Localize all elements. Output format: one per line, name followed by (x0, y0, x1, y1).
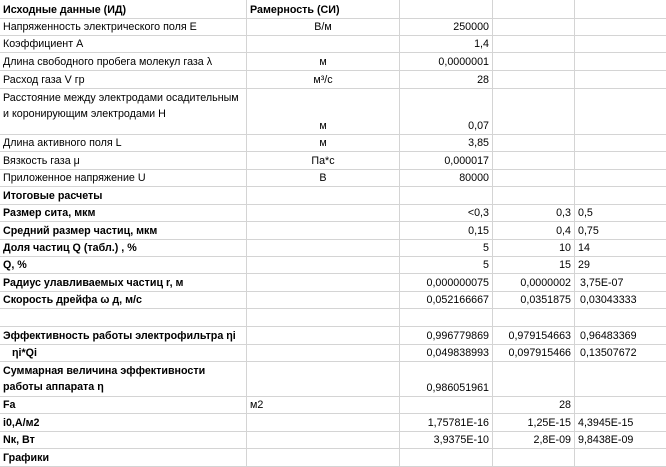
result-value-cell[interactable]: 5 (400, 240, 493, 258)
input-name-cell[interactable]: Длина свободного пробега молекул газа λ (0, 53, 247, 71)
result-value-cell[interactable]: 0,052166667 (400, 292, 493, 310)
empty-cell[interactable] (247, 257, 400, 274)
empty-cell[interactable] (247, 362, 400, 397)
fa-unit-cell[interactable]: м2 (247, 397, 400, 414)
input-row (0, 170, 666, 188)
input-value-cell[interactable]: 0,07 (400, 89, 493, 136)
input-name-cell[interactable]: Расстояние между электродами осадительным и коронирующим электродами Н (0, 89, 247, 136)
efficiency-row (0, 345, 666, 362)
empty-cell[interactable] (575, 362, 666, 397)
empty-cell[interactable] (247, 274, 400, 292)
input-unit-cell[interactable]: м (247, 89, 400, 136)
efficiency-value-cell[interactable]: 0,097915466 (493, 345, 575, 362)
result-value-cell[interactable]: 0,5 (575, 205, 666, 222)
fa-name-cell[interactable]: Fa (0, 397, 247, 414)
result-name-cell[interactable]: Доля частиц Q (табл.) , % (0, 240, 247, 258)
input-name-cell[interactable]: Напряженность электрического поля Е (0, 19, 247, 37)
empty-cell[interactable] (247, 292, 400, 310)
empty-cell[interactable] (247, 345, 400, 362)
result-value-cell[interactable]: 3,75E-07 (575, 274, 666, 292)
result-value-cell[interactable]: <0,3 (400, 205, 493, 222)
empty-cell[interactable] (575, 0, 666, 19)
result-name-cell[interactable]: Скорость дрейфа ω д, м/с (0, 292, 247, 310)
result-value-cell[interactable]: 0,0000002 (493, 274, 575, 292)
input-row (0, 71, 666, 89)
empty-cell[interactable] (575, 53, 666, 71)
input-row (0, 135, 666, 152)
empty-cell[interactable] (493, 362, 575, 397)
result-row (0, 257, 666, 274)
input-value-cell[interactable]: 0,0000001 (400, 53, 493, 71)
input-value-cell[interactable]: 1,4 (400, 36, 493, 53)
input-value-cell[interactable]: 3,85 (400, 135, 493, 152)
charts-title-row (0, 449, 666, 467)
i0-row (0, 414, 666, 432)
nk-value-cell[interactable]: 3,9375E-10 (400, 432, 493, 450)
i0-value-cell[interactable]: 1,25E-15 (493, 414, 575, 432)
empty-cell[interactable] (575, 309, 666, 327)
input-row (0, 89, 666, 136)
input-unit-cell[interactable]: м (247, 53, 400, 71)
empty-cell[interactable] (247, 205, 400, 222)
total-efficiency-name-cell[interactable]: Суммарная величина эффективности работы аппарата η (0, 362, 247, 397)
input-row (0, 19, 666, 37)
input-name-cell[interactable]: Приложенное напряжение U (0, 170, 247, 188)
result-row (0, 274, 666, 292)
empty-cell[interactable] (400, 0, 493, 19)
result-name-cell[interactable]: Средний размер частиц, мкм (0, 222, 247, 240)
empty-cell[interactable] (247, 432, 400, 450)
empty-cell[interactable] (247, 414, 400, 432)
input-unit-cell[interactable]: В (247, 170, 400, 188)
nk-value-cell[interactable]: 9,8438E-09 (575, 432, 666, 450)
result-value-cell[interactable]: 0,3 (493, 205, 575, 222)
input-value-cell[interactable]: 80000 (400, 170, 493, 188)
result-value-cell[interactable]: 14 (575, 240, 666, 258)
empty-cell[interactable] (493, 36, 575, 53)
empty-cell[interactable] (493, 53, 575, 71)
result-name-cell[interactable]: Q, % (0, 257, 247, 274)
empty-cell[interactable] (575, 187, 666, 205)
input-name-cell[interactable]: Расход газа V гр (0, 71, 247, 89)
empty-cell[interactable] (493, 71, 575, 89)
result-row (0, 292, 666, 310)
section-row (0, 187, 666, 205)
empty-cell[interactable] (493, 19, 575, 37)
fa-value-cell[interactable]: 28 (493, 397, 575, 414)
empty-cell[interactable] (575, 89, 666, 136)
total-efficiency-row (0, 362, 666, 397)
empty-cell[interactable] (493, 187, 575, 205)
result-row (0, 205, 666, 222)
result-value-cell[interactable]: 10 (493, 240, 575, 258)
input-unit-cell[interactable]: м³/с (247, 71, 400, 89)
result-row (0, 222, 666, 240)
efficiency-value-cell[interactable]: 0,13507672 (575, 345, 666, 362)
input-name-cell[interactable]: Длина активного поля L (0, 135, 247, 152)
empty-cell[interactable] (400, 397, 493, 414)
input-value-cell[interactable]: 250000 (400, 19, 493, 37)
header-units-cell[interactable]: Рамерность (СИ) (247, 0, 400, 19)
result-value-cell[interactable]: 15 (493, 257, 575, 274)
empty-cell[interactable] (400, 187, 493, 205)
input-value-cell[interactable]: 0,000017 (400, 152, 493, 170)
empty-cell[interactable] (575, 449, 666, 467)
input-unit-cell[interactable]: м (247, 135, 400, 152)
result-value-cell[interactable]: 5 (400, 257, 493, 274)
nk-name-cell[interactable]: Nк, Вт (0, 432, 247, 450)
i0-name-cell[interactable]: i0,А/м2 (0, 414, 247, 432)
empty-cell[interactable] (0, 309, 247, 327)
empty-cell[interactable] (247, 449, 400, 467)
empty-cell[interactable] (247, 187, 400, 205)
efficiency-value-cell[interactable]: 0,979154663 (493, 327, 575, 345)
empty-cell[interactable] (493, 152, 575, 170)
empty-cell[interactable] (247, 222, 400, 240)
empty-cell[interactable] (400, 449, 493, 467)
empty-cell[interactable] (575, 19, 666, 37)
result-name-cell[interactable]: Размер сита, мкм (0, 205, 247, 222)
blank-row (0, 309, 666, 327)
i0-value-cell[interactable]: 4,3945E-15 (575, 414, 666, 432)
result-name-cell[interactable]: Радиус улавливаемых частиц r, м (0, 274, 247, 292)
input-name-cell[interactable]: Вязкость газа μ (0, 152, 247, 170)
efficiency-value-cell[interactable]: 0,996779869 (400, 327, 493, 345)
input-row (0, 152, 666, 170)
empty-cell[interactable] (247, 309, 400, 327)
empty-cell[interactable] (575, 397, 666, 414)
result-value-cell[interactable]: 0,0351875 (493, 292, 575, 310)
charts-title-cell[interactable]: Графики (0, 449, 247, 467)
empty-cell[interactable] (575, 71, 666, 89)
empty-cell[interactable] (493, 0, 575, 19)
nk-value-cell[interactable]: 2,8E-09 (493, 432, 575, 450)
empty-cell[interactable] (575, 135, 666, 152)
efficiency-value-cell[interactable]: 0,96483369 (575, 327, 666, 345)
empty-cell[interactable] (575, 36, 666, 53)
empty-cell[interactable] (575, 170, 666, 188)
empty-cell[interactable] (493, 135, 575, 152)
total-efficiency-value-cell[interactable]: 0,986051961 (400, 362, 493, 397)
empty-cell[interactable] (247, 327, 400, 345)
empty-cell[interactable] (400, 309, 493, 327)
empty-cell[interactable] (493, 170, 575, 188)
input-unit-cell[interactable] (247, 36, 400, 53)
result-value-cell[interactable]: 0,000000075 (400, 274, 493, 292)
efficiency-name-cell[interactable]: Эффективность работы электрофильтра ηi (0, 327, 247, 345)
result-value-cell[interactable]: 0,4 (493, 222, 575, 240)
result-value-cell[interactable]: 0,75 (575, 222, 666, 240)
efficiency-value-cell[interactable]: 0,049838993 (400, 345, 493, 362)
input-name-cell[interactable]: Коэффициент А (0, 36, 247, 53)
result-value-cell[interactable]: 0,15 (400, 222, 493, 240)
input-unit-cell[interactable]: Па*с (247, 152, 400, 170)
efficiency-row (0, 327, 666, 345)
input-value-cell[interactable]: 28 (400, 71, 493, 89)
input-row (0, 36, 666, 53)
input-unit-cell[interactable]: В/м (247, 19, 400, 37)
result-value-cell[interactable]: 29 (575, 257, 666, 274)
results-title-cell[interactable]: Итоговые расчеты (0, 187, 247, 205)
result-value-cell[interactable]: 0,03043333 (575, 292, 666, 310)
efficiency-name-cell[interactable]: ηi*Qi (0, 345, 247, 362)
empty-cell[interactable] (247, 240, 400, 258)
empty-cell[interactable] (493, 89, 575, 136)
header-row (0, 0, 666, 19)
i0-value-cell[interactable]: 1,75781E-16 (400, 414, 493, 432)
fa-row (0, 397, 666, 414)
empty-cell[interactable] (575, 152, 666, 170)
result-row (0, 240, 666, 258)
input-row (0, 53, 666, 71)
empty-cell[interactable] (493, 309, 575, 327)
empty-cell[interactable] (493, 449, 575, 467)
nk-row (0, 432, 666, 450)
header-title-cell[interactable]: Исходные данные (ИД) (0, 0, 247, 19)
